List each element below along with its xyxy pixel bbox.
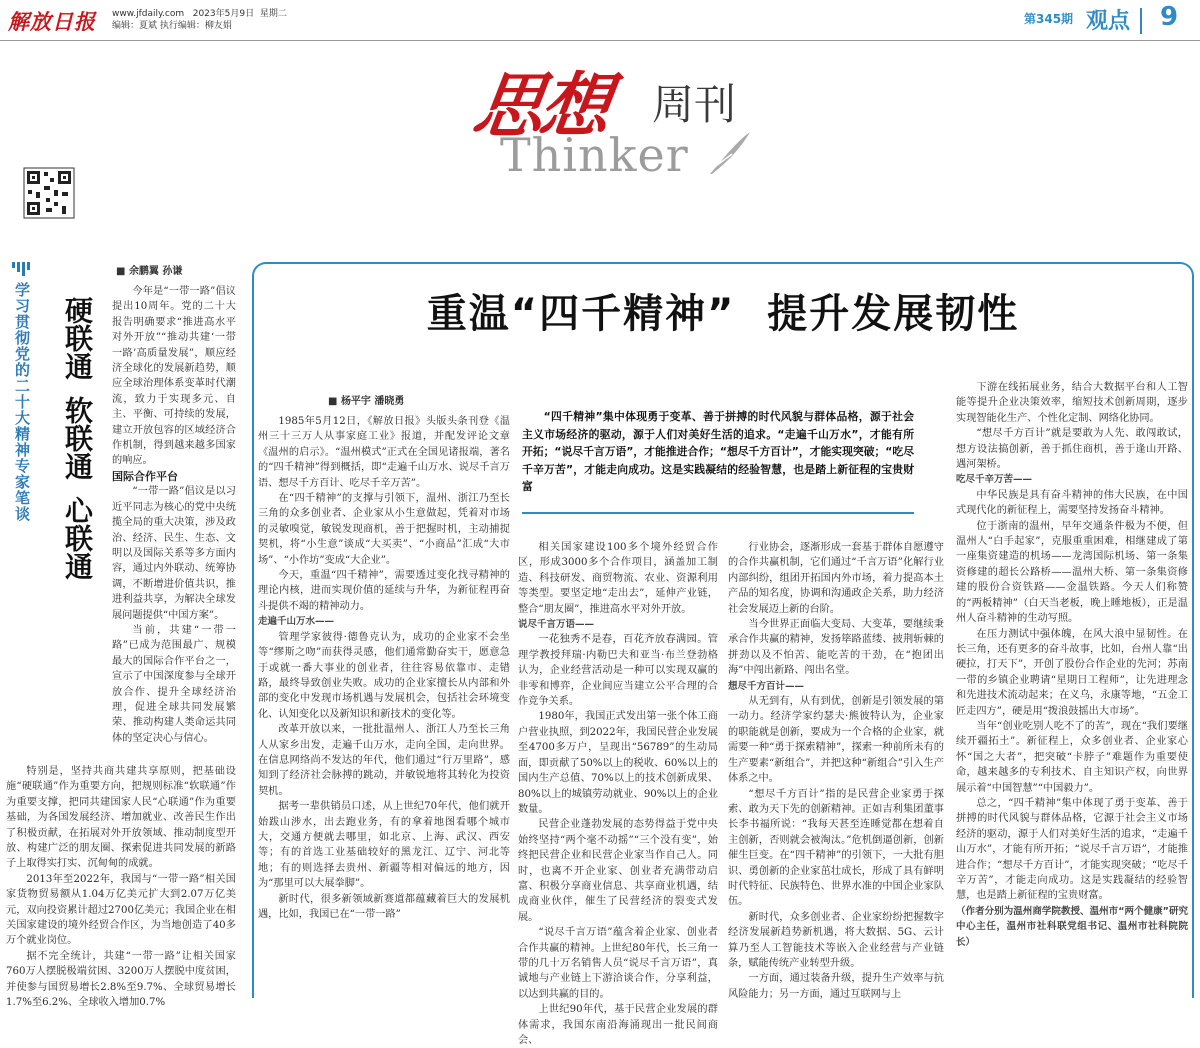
newspaper-logo: 解放日报 — [8, 9, 96, 34]
article-paragraph: 当今世界正面临大变局、大变革，要继续秉承合作共赢的精神，发扬筚路蓝缕、披荆斩棘的拼劲以及不怕苦、能吃苦的干劲，在“抱团出海”中闯出新路、闯出名堂。 — [728, 619, 944, 677]
headline-part-1: 硬联通 — [61, 296, 94, 380]
sidebar-headline — [60, 296, 94, 580]
subheading: 吃尽千辛万苦—— — [956, 474, 1033, 486]
sidebar-paragraph: 据不完全统计，共建“一带一路”让相关国家760万人摆脱极端贫困、3200万人摆脱中度贫困，并使参与国贸易增长2.8%至9.7%、全球贸易增长1.7%至6.2%、全球收入增加0.7% — [6, 950, 236, 1009]
headline-part-2: 软联通 — [61, 396, 94, 480]
article-paragraph: 新时代，很多新领域新赛道都蕴藏着巨大的发展机遇，比如，我国已在“一带一路” — [258, 893, 510, 920]
issue-date: 2023年5月9日 — [192, 9, 255, 19]
article-paragraph: 上世纪90年代，基于民营企业发展的群体需求，我国东南沿海涌现出一批民间商会、 — [518, 1004, 718, 1046]
article-paragraph: 下游在线拓展业务，结合大数据平台和人工智能等提升企业决策效率，缩短技术创新周期，逐步实现智能化生产、个性化定制、网络化协同。 — [956, 382, 1188, 424]
sidebar-section-title: 国际合作平台 — [112, 469, 178, 483]
article-paragraph: 民营企业蓬勃发展的态势得益于党中央始终坚持“两个毫不动摇”“三个没有变”，始终把民营企业和民营企业家当作自己人。同时，也离不开企业家、创业者充满带动启富、积极分享商业信息、共享商业机遇，结成商业伙伴，催生了民营经济的裂变式发展。 — [518, 819, 718, 923]
article-paragraph: 改革开放以来，一批批温州人、浙江人乃至长三角人从家乡出发，走遍千山万水，走向全国，走向世界。在信息网络尚不发达的年代，他们通过“行万里路”，感知到了经济社会脉搏的跳动，并敏锐地将其转化为投资契机。 — [258, 724, 510, 797]
article-paragraph: 1985年5月12日，《解放日报》头版头条刊登《温州三十三万人从事家庭工业》报道，并配发评论文章《温州的启示》。“温州模式”正式在全国见诸报端，著名的“四千精神”得到概括，即“走遍千山万水、说尽千言万语、想尽千方百计、吃尽千辛万苦”。 — [258, 416, 510, 489]
sidebar-paragraph: 2013年至2022年，我国与“一带一路”相关国家货物贸易额从1.04万亿美元扩大到2.07万亿美元，双向投资累计超过2700亿美元；我国企业在相关国家建设的境外经贸合作区，为当地创造了40多万个就业岗位。 — [6, 873, 236, 947]
sidebar-paragraph: 当前，共建“一带一路”已成为范围最广、规模最大的国际合作平台之一，宣示了中国深度参与全球开放合作、提升全球经济治理，促进全球共同发展繁荣、推动构建人类命运共同体的坚定决心与信心。 — [112, 624, 236, 744]
article-paragraph: 在“四千精神”的支撑与引领下，温州、浙江乃至长三角的众多创业者、企业家从小生意做起，凭着对市场的灵敏嗅觉，敏锐发现商机，善于把握时机，主动捕捉契机，将“小生意”谈成“大买卖”、“小商品”汇成“大市场”、“小作坊”变成“大企业”。 — [258, 493, 510, 566]
quill-icon — [706, 128, 752, 178]
subheading: 说尽千言万语—— — [518, 619, 595, 631]
article-paragraph: 从无到有，从有到优，创新是引领发展的第一动力。经济学家约瑟夫·熊彼特认为，企业家的职能就是创新，要成为一个合格的企业家，就需要一种“勇于探索精神”，探索一种前所未有的生产要素“新组合”，并把这种“新组合”引入生产体系之中。 — [728, 696, 944, 785]
subheading: 想尽千方百计—— — [728, 680, 805, 692]
article-paragraph: 今天，重温“四千精神”，需要透过变化找寻精神的理论内核，进而实现价值的延续与升华，为新征程再奋斗提供不竭的精神动力。 — [258, 570, 510, 612]
pullquote — [522, 408, 914, 508]
article-paragraph: 总之，“四千精神”集中体现了勇于变革、善于拼搏的时代风貌与群体品格，它源于社会主义市场经济的驱动，源于人们对美好生活的追求，“走遍千山万水”，才能有所开拓；“说尽千言万语”，才能推进合作；“想尽千方百计”，才能实现突破；“吃尽千辛万苦”，才能走向成功。这是实践凝结的经验智慧，也是踏上新征程的宝贵财富。 — [956, 797, 1188, 902]
sidebar-byline: ■ 余鹏翼 孙谦 — [116, 266, 183, 277]
subheading: 走遍千山万水—— — [258, 616, 335, 628]
article-paragraph: 一方面，通过装备升级，提升生产效率与抗风险能力；另一方面，通过互联网与上 — [728, 973, 944, 1000]
header-meta — [112, 8, 287, 32]
header-divider — [1140, 8, 1142, 34]
masthead-title-red: 思想 — [468, 64, 613, 147]
article-column-3 — [728, 540, 944, 1000]
article-paragraph: 当年“创业吃别人吃不了的苦”，现在“我们要继续开疆拓土”。新征程上，众多创业者、企业家心怀“国之大者”，把突破“卡脖子”难题作为重要使命，越来越多的专利技术、自主知识产权，向世界展示着“中国智慧”“中国毅力”。 — [956, 720, 1188, 794]
article-paragraph: 1980年，我国正式发出第一张个体工商户营业执照，到2022年，我国民营企业发展至4700多万户，呈现出“56789”的生动局面，即贡献了50%以上的税收、60%以上的国内生产总值、70%以上的技术创新成果、80%以上的城镇劳动就业、90%以上的企业数量。 — [518, 711, 718, 815]
article-paragraph: 管理学家彼得·德鲁克认为，成功的企业家不会坐等“缪斯之吻”而获得灵感，他们通常勤奋实干，愿意急于或就一番大事业的创业者，往往容易依靠市、走错路，最终导致创业失败。成功的企业家擅长从内部和外部的变化中发现市场机遇与发展机会，包括社会环境变化、认知变化以及新知识和新技术的变化等。 — [258, 631, 510, 720]
article-paragraph: 在压力测试中强体魄，在风大浪中显韧性。在长三角，还有更多的奋斗故事，比如，台州人靠“出硬拉，打天下”，开创了股份合作企业的先河；苏南一带的乡镇企业聘请“星期日工程师”，让先进理念和先进技术流动起来；在义乌，永康等地，“五金工匠走四方”，硬是用“拨浪鼓摇出大市场”。 — [956, 628, 1188, 717]
article-paragraph: 中华民族是具有奋斗精神的伟大民族，在中国式现代化的新征程上，需要坚持发扬奋斗精神。 — [956, 489, 1188, 517]
weekday: 星期二 — [259, 9, 287, 19]
article-paragraph: 相关国家建设100多个境外经贸合作区，形成3000多个合作项目，涵盖加工制造、科技研发、商贸物流、农业、资源利用等类型。要坚定地“走出去”，延伸产业链，整合“朋友圈”，推进高水平对外开放。 — [518, 542, 718, 615]
pullquote-text: “四千精神”集中体现勇于变革、善于拼搏的时代风貌与群体品格，源于社会主义市场经济的驱动，源于人们对美好生活的追求。“走遍千山万水”，才能有所开拓；“说尽千言万语”，才能推进合作；“想尽千方百计”，才能实现突破；“吃尽千辛万苦”，才能走向成功。这是实践凝结的经验智慧，也是踏上新征程的宝贵财富 — [522, 410, 914, 493]
article-paragraph: 行业协会，逐渐形成一套基于群体自愿遵守的合作共赢机制，它们通过“千言万语”化解行业内部纠纷，组团开拓国内外市场，着力提高本土产品的知名度，协调和沟通政企关系，助力经济社会发展迈上新的台阶。 — [728, 542, 944, 615]
article-paragraph: 一花独秀不是春，百花齐放春满园。管理学教授拜瑞·内勒巴夫和亚当·布兰登勃格认为，企业经营活动是一种可以实现双赢的非零和博弈，企业间应当建立公平合理的合作竞争关系。 — [518, 634, 718, 708]
article-column-1 — [258, 414, 510, 997]
sidebar-authors: 余鹏翼 孙谦 — [128, 266, 183, 277]
headline-part-3: 心联通 — [61, 496, 94, 580]
article-paragraph: 据考一辈供销员口述，从上世纪70年代，他们就开始跋山涉水，出去跑业务，有的拿着地图看哪个城市大，交通方便就去哪里，如北京、上海、武汉、西安等；有的首选工业基础较好的黑龙江、辽宁、河北等地；有的则选择去贵州、新疆等相对偏远的地方，因为“那里可以大展拳脚”。 — [258, 801, 510, 890]
editor-line: 编辑：夏斌 执行编辑：柳友娟 — [112, 21, 232, 31]
section-name: 观点 — [1086, 9, 1131, 34]
pullquote-rule — [522, 512, 914, 514]
masthead-title-en: Thinker — [500, 128, 689, 182]
article-authors: 杨平宇 潘晓勇 — [340, 396, 405, 407]
sidebar-paragraph: “一带一路”倡议是以习近平同志为核心的党中央统揽全局的重大决策，涉及政治、经济、民生、生态、文明以及国际关系等多方面内容，通过内外联动、统筹协调，不断增进价值共识，推进利益共享，为解决全球发展问题提供“中国方案”。 — [112, 486, 236, 621]
sidebar-paragraph: 今年是“一带一路”倡议提出10周年。党的二十大报告明确要求“推进高水平对外开放”“推动共建‘一带一路’高质量发展”，顺应经济全球化的发展新趋势，顺应全球治理体系变革时代潮流，致力于实现多元、自主、平衡、可持续的发展，建立开放包容的区域经济合作机制，得到越来越多国家的响应。 — [112, 286, 236, 467]
author-note: （作者分别为温州商学院教授、温州市“两个健康”研究中心主任，温州市社科联党组书记、温州市社科院院长） — [956, 905, 1188, 948]
article-paragraph: 新时代，众多创业者、企业家纷纷把握数字经济发展新趋势新机遇，将大数据、5G、云计算乃至人工智能技术等嵌入企业经营与产业链条，赋能传统产业转型升级。 — [728, 911, 944, 969]
masthead-title-black: 周刊 — [652, 80, 737, 129]
article-paragraph: “想尽千方百计”就是要敢为人先、敢闯敢试，想方设法搞创新，善于抓住商机，善于逢山开路、遇河架桥。 — [956, 428, 1188, 471]
page-number: 9 — [1160, 2, 1179, 32]
column-bars-icon — [12, 262, 34, 278]
column-label: 学习贯彻党的二十大精神专家笔谈 — [13, 282, 31, 522]
header-rule — [0, 40, 1200, 41]
website[interactable]: www.jfdaily.com — [112, 9, 185, 19]
article-headline: 重温“四千精神” 提升发展韧性 — [426, 291, 1020, 337]
article-column-2 — [518, 540, 718, 1046]
sidebar-paragraph: 特别是，坚持共商共建共享原则，把基础设施“硬联通”作为重要方向，把规则标准“软联通”作为重要支撑，把同共建国家人民“心联通”作为重要基础，为各国发展经济、增加就业、改善民生作出了积极贡献，在拓展对外开放领域、推动制度型开放、构建广泛的朋友圈、探索促进共同发展的新路子上取得实打实、沉甸甸的成就。 — [6, 766, 236, 870]
issue-number: 第345期 — [1024, 12, 1074, 26]
sidebar-lower-column — [6, 764, 236, 1009]
article-byline: ■ 杨平宇 潘晓勇 — [328, 396, 405, 407]
article-paragraph: 位于浙南的温州，早年交通条件极为不便，但温州人“白手起家”，克服重重困难，相继建成了第一座集资建造的机场——龙湾国际机场、第一条集资修建的超长公路桥——温州大桥、第一条集资修建的股份合资铁路——金温铁路。今天人们称赞的“两板精神”（白天当老板，晚上睡地板），正是温州人奋斗精神的生动写照。 — [956, 520, 1188, 625]
sidebar-upper-column — [112, 284, 236, 764]
qr-code-icon[interactable] — [24, 168, 74, 218]
article-paragraph: “说尽千言万语”蕴含着企业家、创业者合作共赢的精神。上世纪80年代，长三角一带的几十万名销售人员“说尽千言万语”，真诚地与产业链上下游洽谈合作，分享利益，以达到共赢的目的。 — [518, 927, 718, 1000]
article-paragraph: “想尽千方百计”指的是民营企业家勇于探索、敢为天下先的创新精神。正如吉利集团董事长李书福所说：“我每天甚至连睡觉都在想着自主创新，否则就会被淘汰。”危机倒逼创新，创新催生巨变。在“四千精神”的引领下，一大批有胆识、勇创新的企业家茁壮成长，形成了具有鲜明时代特征、民族特色、世界水准的中国企业家队伍。 — [728, 788, 944, 908]
article-column-4 — [956, 380, 1188, 997]
